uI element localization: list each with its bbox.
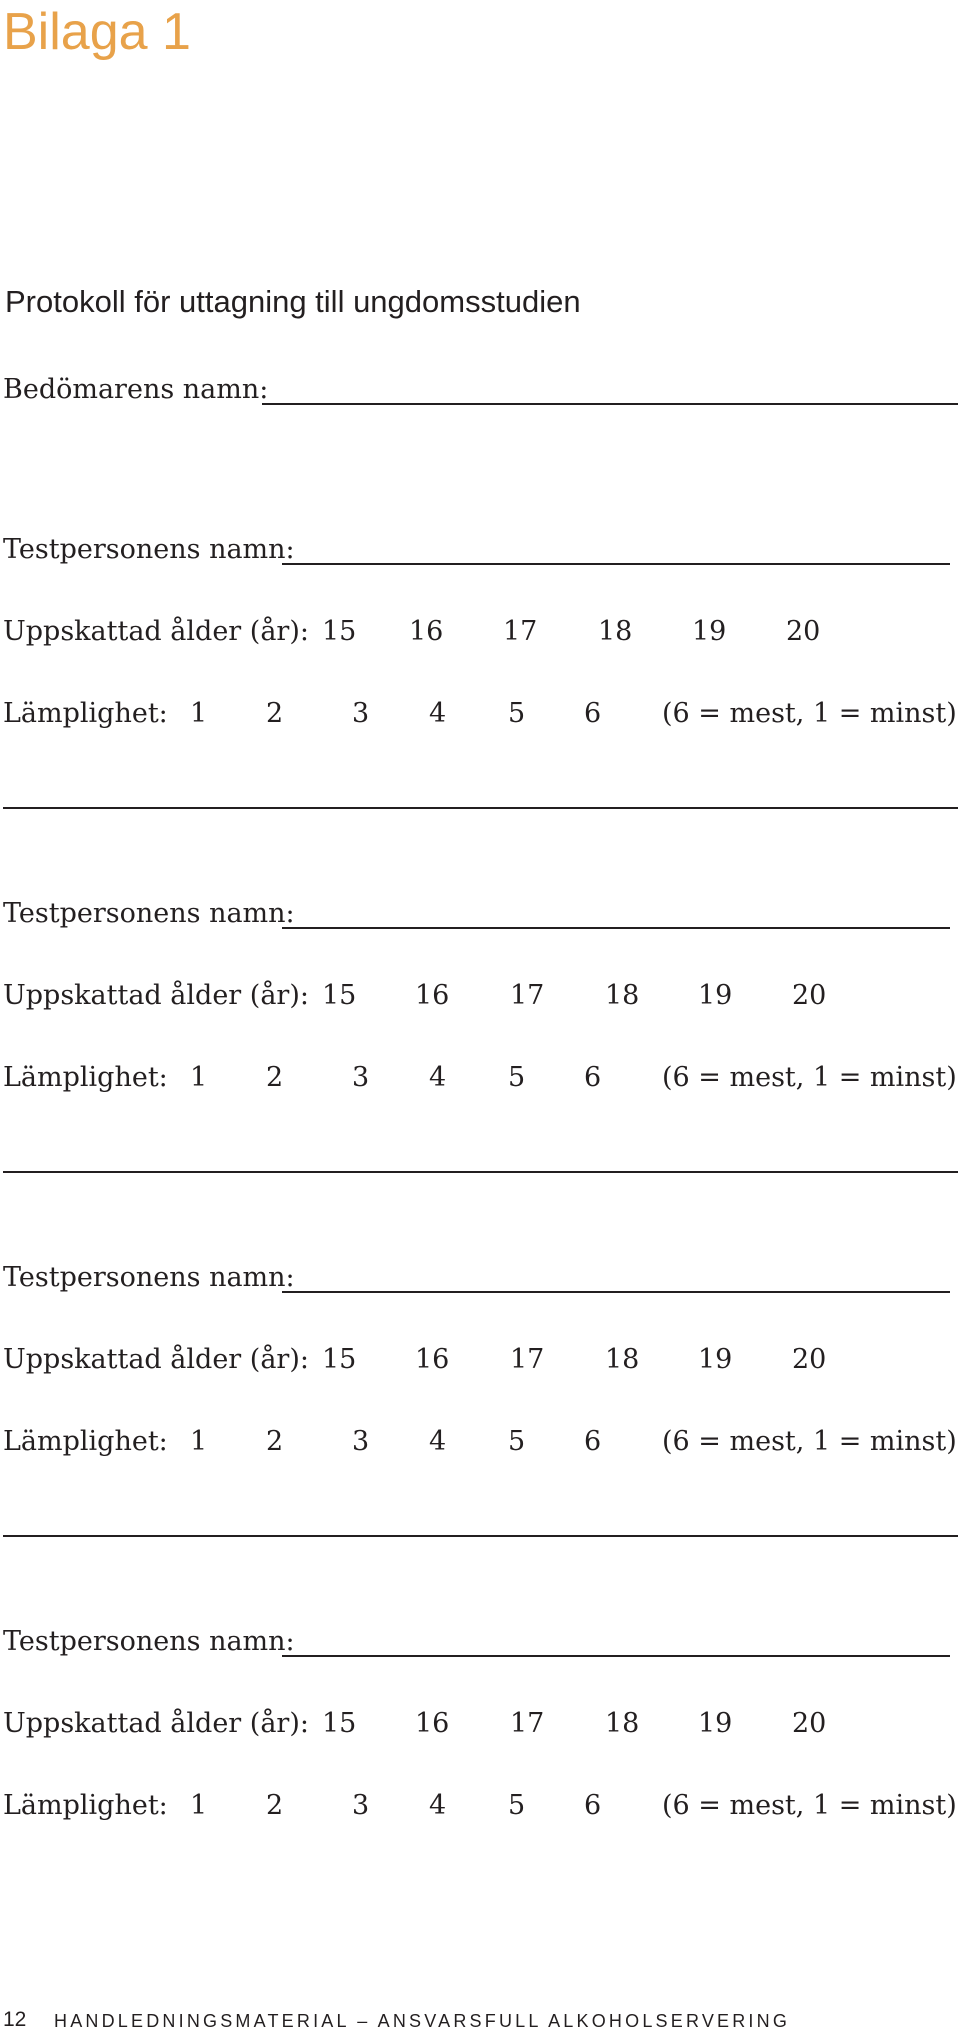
scale-note: (6 = mest, 1 = minst)	[662, 1062, 957, 1093]
age-option[interactable]: 15	[322, 616, 357, 647]
age-option[interactable]: 15	[322, 1344, 357, 1375]
test-person-name-line[interactable]	[282, 563, 950, 565]
age-option[interactable]: 18	[605, 1708, 640, 1739]
age-option[interactable]: 18	[605, 1344, 640, 1375]
suitability-label: Lämplighet:	[3, 1426, 168, 1457]
estimated-age-label: Uppskattad ålder (år):	[3, 616, 309, 647]
suitability-label: Lämplighet:	[3, 1062, 168, 1093]
age-option[interactable]: 16	[415, 1344, 450, 1375]
test-person-name-line[interactable]	[282, 1291, 950, 1293]
suitability-option[interactable]: 3	[352, 698, 370, 729]
suitability-option[interactable]: 1	[190, 1790, 208, 1821]
test-person-name-line[interactable]	[282, 927, 950, 929]
age-option[interactable]: 18	[605, 980, 640, 1011]
scale-note: (6 = mest, 1 = minst)	[662, 1426, 957, 1457]
assessor-name-line[interactable]	[262, 403, 958, 405]
age-option[interactable]: 19	[692, 616, 727, 647]
suitability-option[interactable]: 3	[352, 1426, 370, 1457]
suitability-option[interactable]: 6	[584, 698, 602, 729]
age-option[interactable]: 19	[698, 980, 733, 1011]
page-title: Bilaga 1	[3, 3, 191, 61]
suitability-option[interactable]: 2	[266, 1062, 284, 1093]
suitability-option[interactable]: 6	[584, 1790, 602, 1821]
suitability-option[interactable]: 1	[190, 1062, 208, 1093]
page-number: 12	[3, 2008, 27, 2031]
age-option[interactable]: 15	[322, 980, 357, 1011]
assessor-name-label: Bedömarens namn:	[3, 374, 269, 405]
suitability-option[interactable]: 5	[508, 1426, 526, 1457]
test-person-name-label: Testpersonens namn:	[3, 534, 295, 565]
suitability-option[interactable]: 2	[266, 1426, 284, 1457]
suitability-option[interactable]: 4	[429, 1790, 447, 1821]
age-option[interactable]: 15	[322, 1708, 357, 1739]
entry-separator-line	[3, 1535, 958, 1537]
scale-note: (6 = mest, 1 = minst)	[662, 1790, 957, 1821]
suitability-option[interactable]: 4	[429, 698, 447, 729]
test-person-name-label: Testpersonens namn:	[3, 1626, 295, 1657]
suitability-option[interactable]: 3	[352, 1062, 370, 1093]
suitability-option[interactable]: 1	[190, 1426, 208, 1457]
test-person-name-label: Testpersonens namn:	[3, 898, 295, 929]
footer-text: HANDLEDNINGSMATERIAL – ANSVARSFULL ALKOHOLSERVERING	[54, 2011, 791, 2031]
estimated-age-label: Uppskattad ålder (år):	[3, 980, 309, 1011]
age-option[interactable]: 20	[786, 616, 821, 647]
age-option[interactable]: 18	[598, 616, 633, 647]
suitability-option[interactable]: 6	[584, 1062, 602, 1093]
estimated-age-label: Uppskattad ålder (år):	[3, 1708, 309, 1739]
entry-separator-line	[3, 1171, 958, 1173]
suitability-option[interactable]: 5	[508, 698, 526, 729]
suitability-option[interactable]: 2	[266, 698, 284, 729]
test-person-name-label: Testpersonens namn:	[3, 1262, 295, 1293]
suitability-label: Lämplighet:	[3, 1790, 168, 1821]
suitability-option[interactable]: 1	[190, 698, 208, 729]
form-subtitle: Protokoll för uttagning till ungdomsstudien	[5, 284, 581, 319]
age-option[interactable]: 19	[698, 1344, 733, 1375]
age-option[interactable]: 19	[698, 1708, 733, 1739]
age-option[interactable]: 20	[792, 980, 827, 1011]
age-option[interactable]: 16	[409, 616, 444, 647]
age-option[interactable]: 17	[510, 980, 545, 1011]
age-option[interactable]: 17	[510, 1708, 545, 1739]
age-option[interactable]: 20	[792, 1708, 827, 1739]
suitability-option[interactable]: 5	[508, 1062, 526, 1093]
suitability-option[interactable]: 4	[429, 1062, 447, 1093]
age-option[interactable]: 20	[792, 1344, 827, 1375]
suitability-option[interactable]: 2	[266, 1790, 284, 1821]
test-person-name-line[interactable]	[282, 1655, 950, 1657]
age-option[interactable]: 16	[415, 1708, 450, 1739]
suitability-label: Lämplighet:	[3, 698, 168, 729]
scale-note: (6 = mest, 1 = minst)	[662, 698, 957, 729]
suitability-option[interactable]: 3	[352, 1790, 370, 1821]
age-option[interactable]: 17	[503, 616, 538, 647]
suitability-option[interactable]: 6	[584, 1426, 602, 1457]
estimated-age-label: Uppskattad ålder (år):	[3, 1344, 309, 1375]
age-option[interactable]: 16	[415, 980, 450, 1011]
suitability-option[interactable]: 4	[429, 1426, 447, 1457]
age-option[interactable]: 17	[510, 1344, 545, 1375]
suitability-option[interactable]: 5	[508, 1790, 526, 1821]
entry-separator-line	[3, 807, 958, 809]
